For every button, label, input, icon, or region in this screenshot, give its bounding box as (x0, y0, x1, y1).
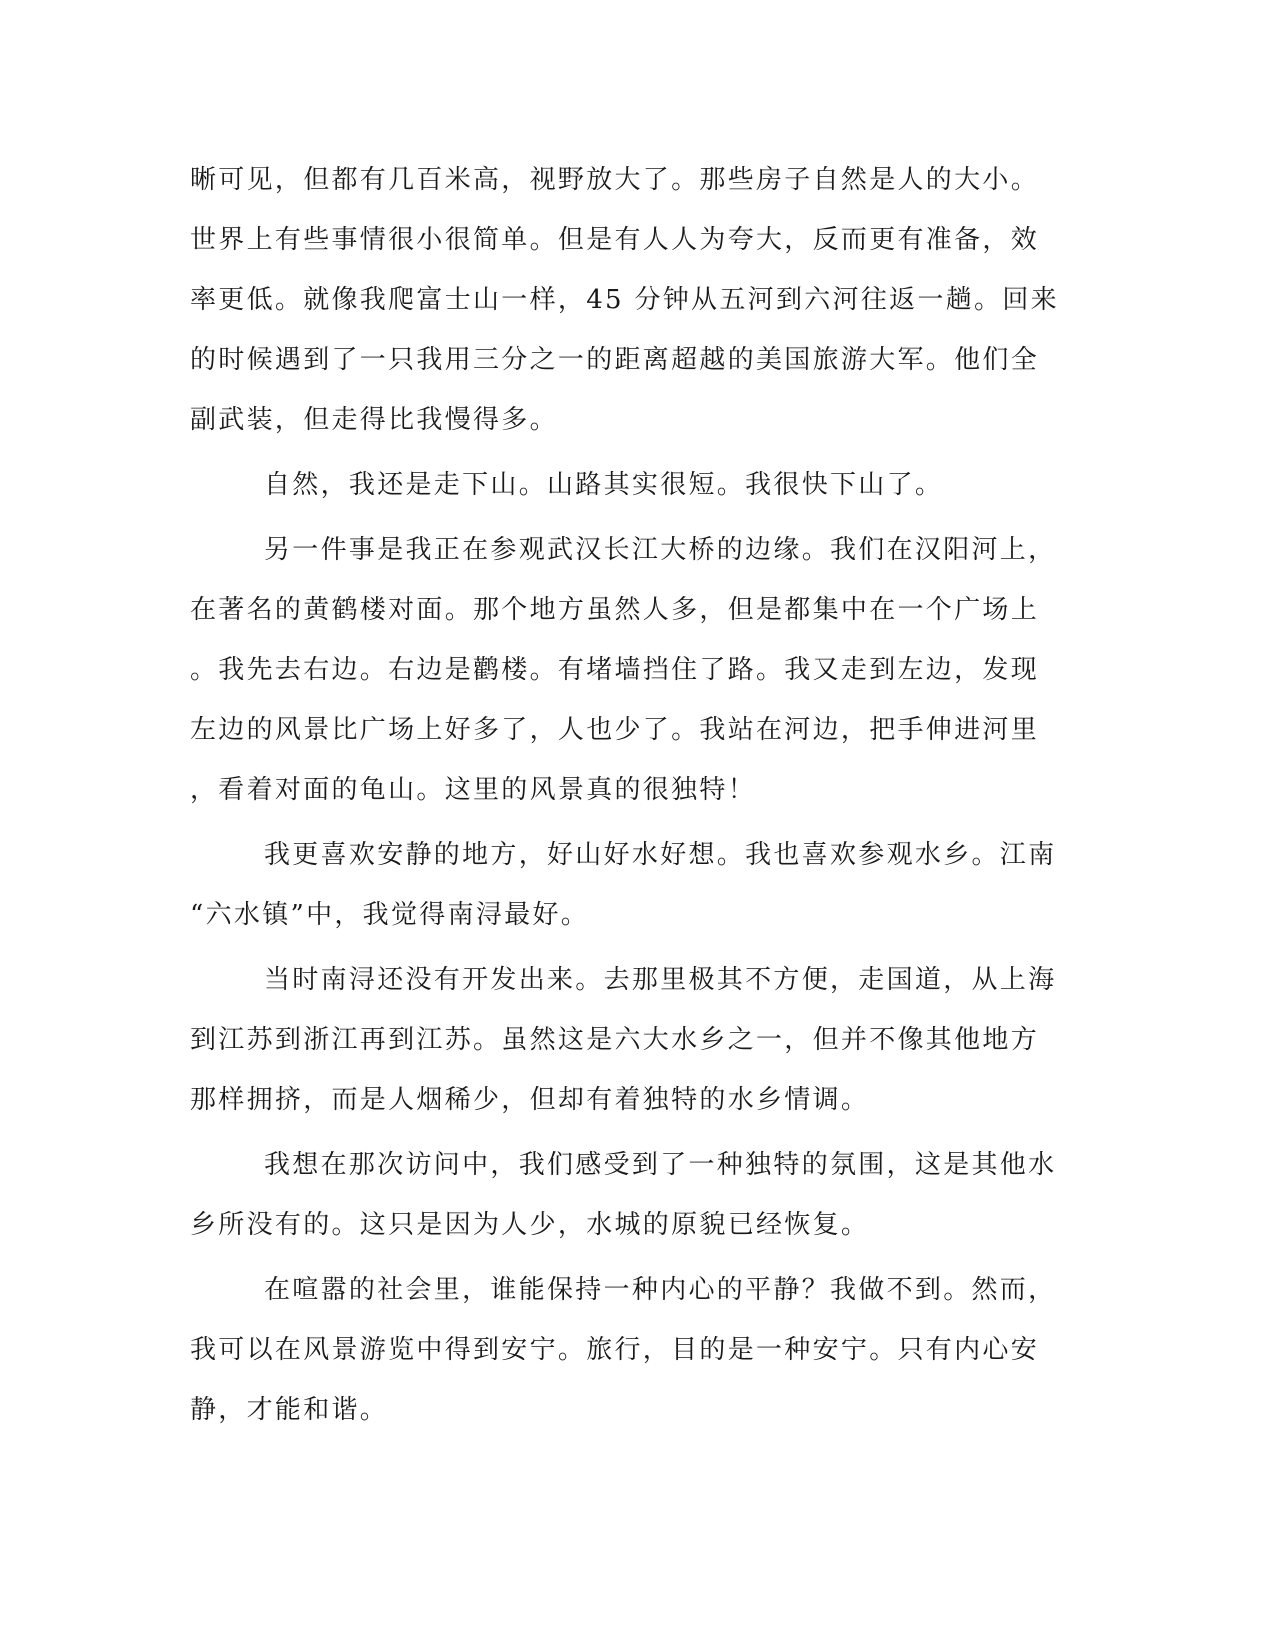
text-line: 乡所没有的。这只是因为人少，水城的原貌已经恢复。 (190, 1210, 870, 1240)
text-line: 在喧嚣的社会里，谁能保持一种内心的平静？我做不到。然而， (264, 1275, 1057, 1305)
text-line: 晰可见，但都有几百米高，视野放大了。那些房子自然是人的大小。 (190, 165, 1040, 195)
text-line: 另一件事是我正在参观武汉长江大桥的边缘。我们在汉阳河上， (264, 535, 1057, 565)
text-line: ，看着对面的龟山。这里的风景真的很独特！ (190, 775, 757, 805)
text-line: 世界上有些事情很小很简单。但是有人人为夸大，反而更有准备，效 (190, 225, 1040, 255)
text-line: 率更低。就像我爬富士山一样，45 分钟从五河到六河往返一趟。回来 (190, 285, 1059, 315)
text-line: 左边的风景比广场上好多了，人也少了。我站在河边，把手伸进河里 (190, 715, 1040, 745)
text-line: “六水镇”中，我觉得南浔最好。 (190, 900, 590, 930)
text-line: 我想在那次访问中，我们感受到了一种独特的氛围，这是其他水 (264, 1150, 1057, 1180)
text-line: 的时候遇到了一只我用三分之一的距离超越的美国旅游大军。他们全 (190, 345, 1040, 375)
text-line: 当时南浔还没有开发出来。去那里极其不方便，走国道，从上海 (264, 965, 1057, 995)
text-line: 自然，我还是走下山。山路其实很短。我很快下山了。 (264, 470, 944, 500)
text-line: 。我先去右边。右边是鹳楼。有堵墙挡住了路。我又走到左边，发现 (190, 655, 1040, 685)
text-line: 我可以在风景游览中得到安宁。旅行，目的是一种安宁。只有内心安 (190, 1335, 1040, 1365)
text-line: 那样拥挤，而是人烟稀少，但却有着独特的水乡情调。 (190, 1085, 870, 1115)
text-line: 到江苏到浙江再到江苏。虽然这是六大水乡之一，但并不像其他地方 (190, 1025, 1040, 1055)
text-line: 我更喜欢安静的地方，好山好水好想。我也喜欢参观水乡。江南 (264, 840, 1057, 870)
text-line: 在著名的黄鹤楼对面。那个地方虽然人多，但是都集中在一个广场上 (190, 595, 1040, 625)
text-line: 副武装，但走得比我慢得多。 (190, 405, 558, 435)
text-line: 静，才能和谐。 (190, 1395, 389, 1425)
